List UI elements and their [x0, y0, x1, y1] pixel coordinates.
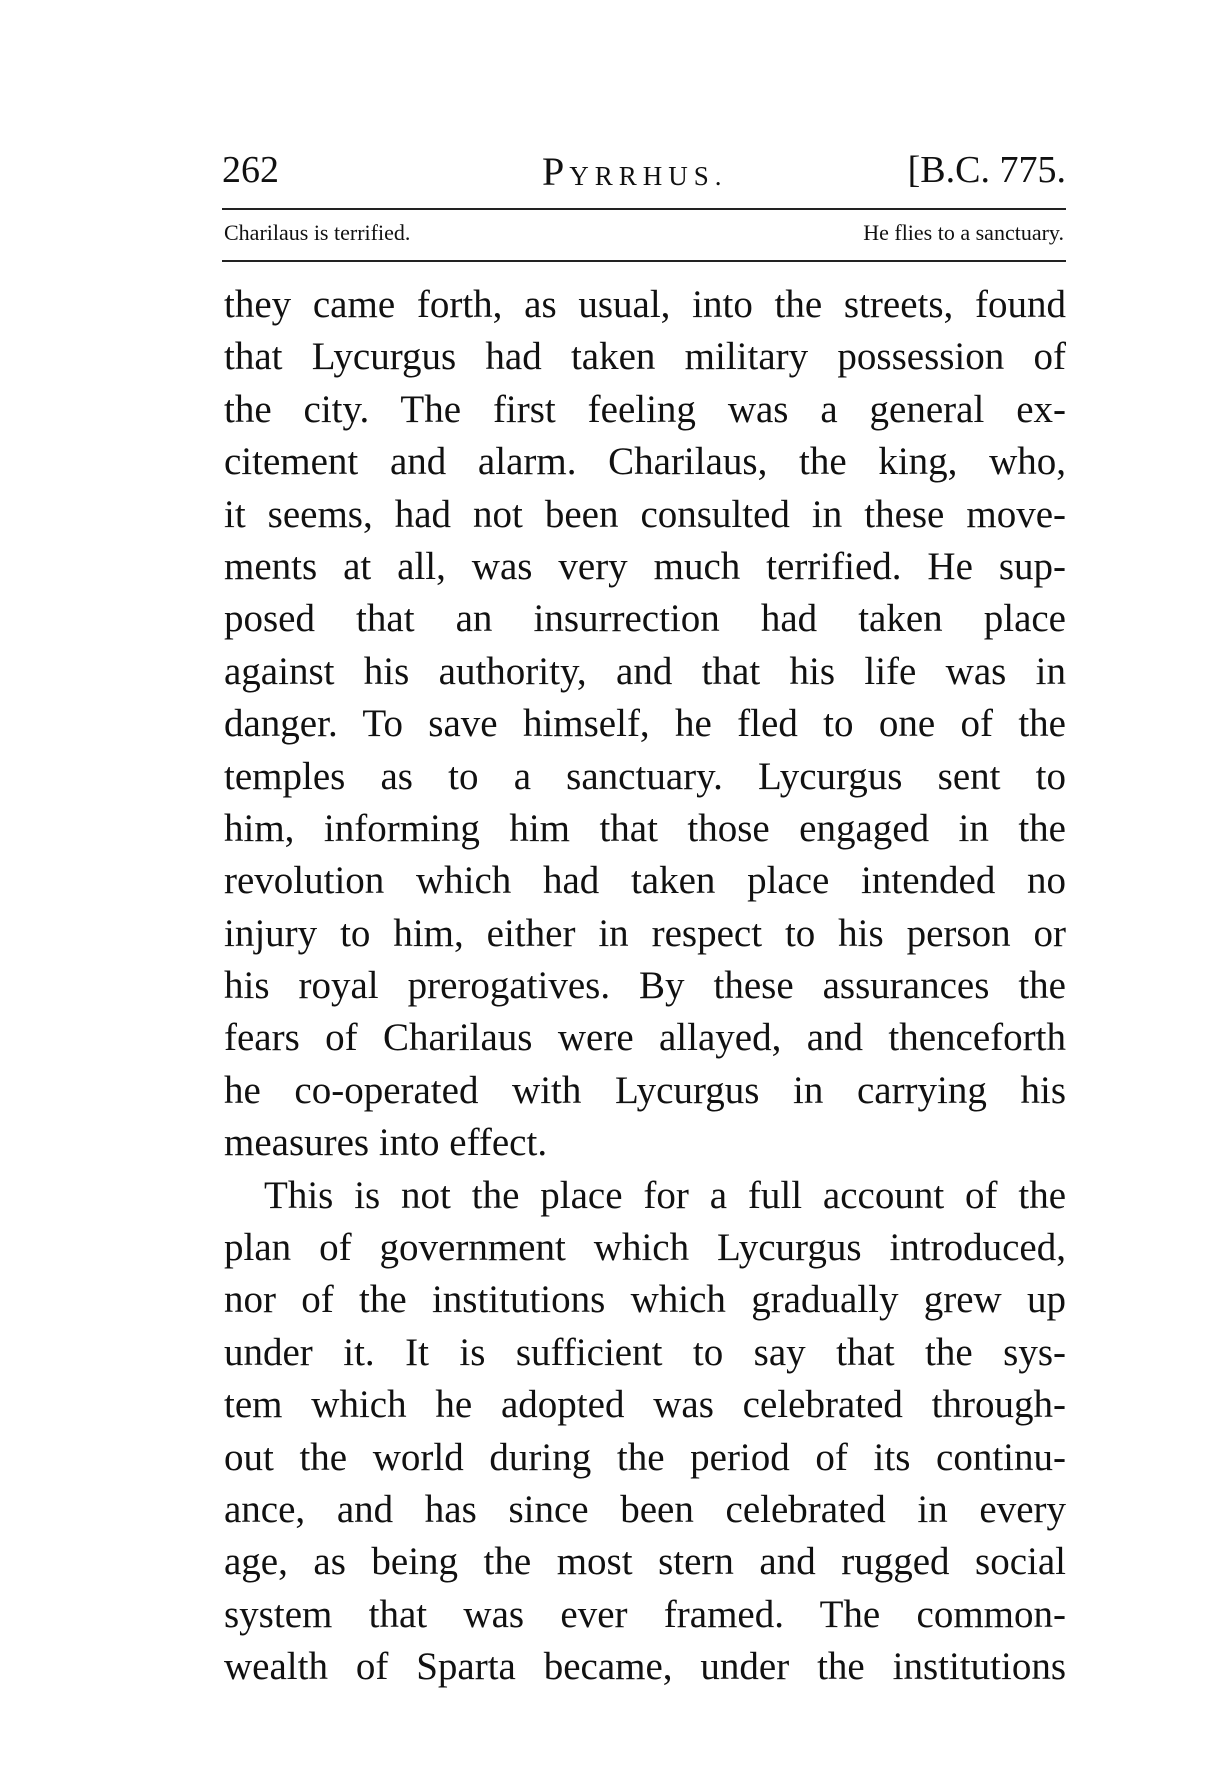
- marginal-notes: [224, 220, 1064, 250]
- text-line: that Lycurgus had taken military possession of: [224, 335, 1066, 379]
- text-line: him, informing him that those engaged in the: [224, 806, 1066, 850]
- text-line: revolution which had taken place intended no: [224, 859, 1066, 903]
- text-line: fears of Charilaus were allayed, and thenceforth: [224, 1016, 1066, 1060]
- text-line: system that was ever framed. The common-: [224, 1592, 1066, 1636]
- text-line: the city. The first feeling was a general ex-: [224, 387, 1066, 431]
- paragraph-start-line: This is not the place for a full account of the: [264, 1173, 1066, 1217]
- sidenote-left: Charilaus is terrified.: [224, 220, 411, 245]
- text-line: injury to him, either in respect to his person or: [224, 911, 1066, 955]
- text-line: tem which he adopted was celebrated through-: [224, 1383, 1066, 1427]
- text-line: they came forth, as usual, into the streets, found: [224, 283, 1066, 326]
- text-line: nor of the institutions which gradually grew up: [224, 1278, 1066, 1322]
- running-title-rest: YRRHUS.: [569, 161, 728, 191]
- text-line: his royal prerogatives. By these assurances the: [224, 964, 1066, 1008]
- sidenote-right: He flies to a sanctuary.: [863, 220, 1064, 245]
- text-line: under it. It is sufficient to say that the sys-: [224, 1330, 1066, 1374]
- page-number: 262: [222, 149, 279, 191]
- text-line: he co-operated with Lycurgus in carrying his: [224, 1068, 1066, 1112]
- text-line: against his authority, and that his life was in: [224, 649, 1066, 693]
- text-line: ance, and has since been celebrated in every: [224, 1487, 1066, 1531]
- text-line: plan of government which Lycurgus introduced,: [224, 1226, 1066, 1270]
- text-line: it seems, had not been consulted in these move-: [224, 492, 1066, 536]
- header-rule-top: [222, 208, 1066, 210]
- text-line: posed that an insurrection had taken place: [224, 597, 1066, 641]
- text-line: temples as to a sanctuary. Lycurgus sent to: [224, 754, 1066, 798]
- running-head: [222, 148, 1066, 198]
- body-text: [224, 279, 1066, 1694]
- running-title-initial: P: [542, 149, 570, 194]
- running-title: [542, 148, 728, 195]
- text-line: ments at all, was very much terrified. He sup-: [224, 544, 1066, 588]
- text-line: danger. To save himself, he fled to one of the: [224, 702, 1066, 746]
- paragraph-end-line: measures into effect.: [224, 1121, 548, 1165]
- date-reference: [B.C. 775.: [907, 149, 1066, 191]
- text-line: wealth of Sparta became, under the institutions: [224, 1645, 1066, 1689]
- text-line: citement and alarm. Charilaus, the king, who,: [224, 440, 1066, 484]
- text-line: age, as being the most stern and rugged social: [224, 1540, 1066, 1584]
- header-rule-bottom: [222, 260, 1066, 262]
- text-line: out the world during the period of its continu-: [224, 1435, 1066, 1479]
